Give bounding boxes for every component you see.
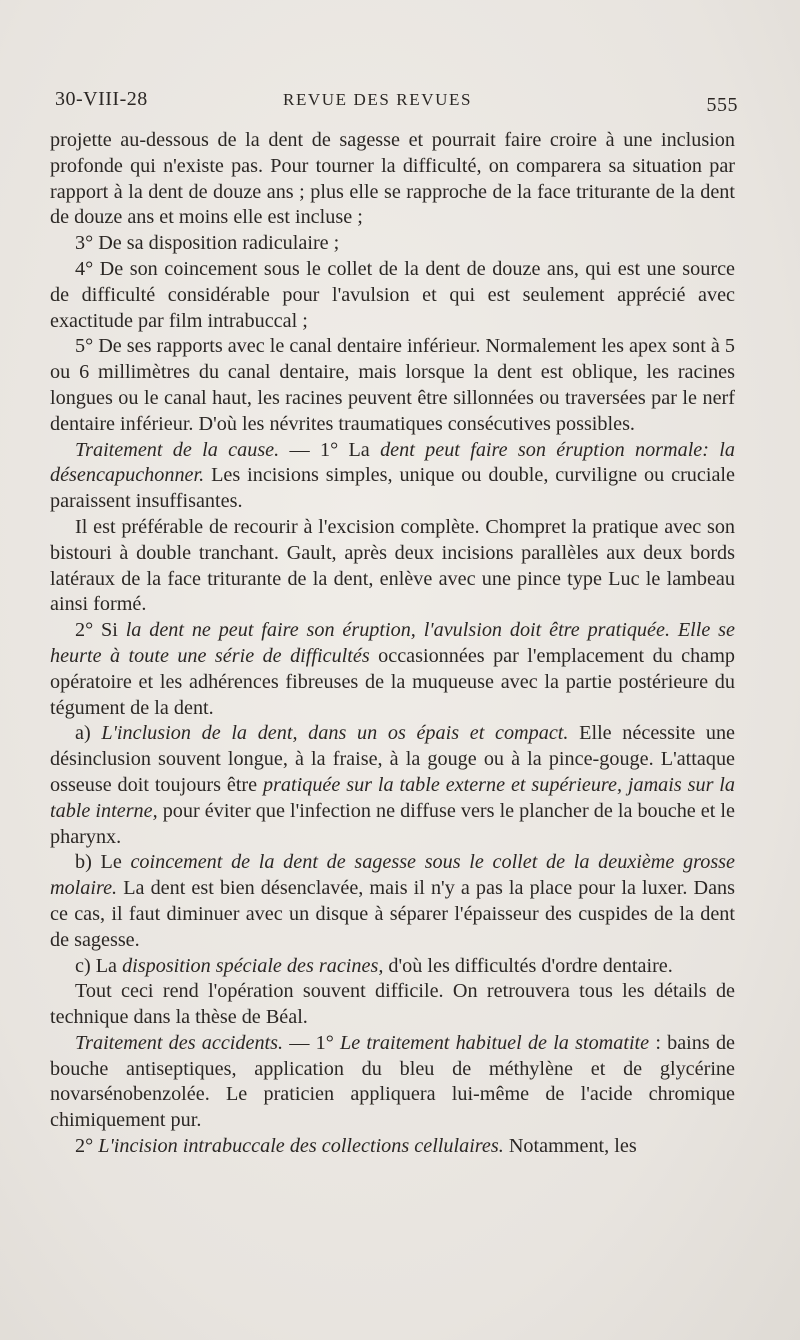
paragraph-excision: Il est préférable de recourir à l'excision complète. Chompret la pratique avec son bistouri à double tranchant. Gault, après deux incisions parallèles aux deux bords latéraux de la face triturante de la dent, enlève avec une pince type Luc le lambeau ainsi formé.	[50, 515, 735, 616]
paragraph-item-4: 4° De son coincement sous le collet de la dent de douze ans, qui est une source de difficulté considérable pour l'avulsion et qui est seulement apprécié avec exactitude par film intrabuccal ;	[50, 257, 735, 332]
paragraph-avulsion: 2° Si la dent ne peut faire son éruption, l'avulsion doit être pratiquée. Elle se heurte à toute une série de difficultés occasionnées par l'emplacement du champ opératoire et les adhérences fibreuses de la muqueuse avec la partie postérieure du tégument de la dent.	[50, 619, 735, 719]
paragraph-item-3: 3° De sa disposition radiculaire ;	[75, 232, 340, 255]
paragraph-item-5: 5° De ses rapports avec le canal dentaire inférieur. Normalement les apex sont à 5 ou 6 millimètres du canal dentaire, mais lorsque la dent est oblique, les racines longues ou le canal haut, les racines peuvent être sillonnées ou traversées par le nerf dentaire inférieur. D'où les névrites traumatiques consécutives possibles.	[50, 335, 735, 435]
page-number: 555	[706, 94, 738, 116]
paragraph-item-c: c) La disposition spéciale des racines, d'où les difficultés d'ordre dentaire.	[75, 954, 673, 977]
paragraph-item-a: a) L'inclusion de la dent, dans un os épais et compact. Elle nécessite une désinclusion souvent longue, à la fraise, à la gouge ou à la pince-gouge. L'attaque osseuse doit toujours être pratiquée sur la table externe et supérieure, jamais sur la table interne, pour éviter que l'infection ne diffuse vers le plancher de la bouche et le pharynx.	[50, 722, 735, 848]
running-header	[55, 88, 738, 118]
header-title: REVUE DES REVUES	[283, 90, 472, 109]
article-body	[50, 128, 735, 1160]
paragraph-summary: Tout ceci rend l'opération souvent difficile. On retrouvera tous les détails de technique dans la thèse de Béal.	[50, 980, 735, 1029]
header-date: 30-VIII-28	[55, 88, 148, 110]
paragraph-continuation: projette au-dessous de la dent de sagesse et pourrait faire croire à une inclusion profonde qui n'existe pas. Pour tourner la difficulté, on comparera sa situation par rapport à la dent de douze ans ; plus elle se rapproche de la face triturante de la dent de douze ans et moins elle est incluse ;	[50, 129, 735, 229]
paragraph-traitement-accidents: Traitement des accidents. — 1° Le traitement habituel de la stomatite : bains de bouche antiseptiques, application du bleu de méthylène et de glycérine novarsénobenzolée. Le praticien appliquera lui-même de l'acide chromique chimiquement pur.	[50, 1031, 735, 1132]
paragraph-incision: 2° L'incision intrabuccale des collections cellulaires. Notamment, les	[75, 1135, 637, 1158]
paragraph-item-b: b) Le coincement de la dent de sagesse sous le collet de la deuxième grosse molaire. La dent est bien désenclavée, mais il n'y a pas la place pour la luxer. Dans ce cas, il faut diminuer avec un disque à séparer l'épaisseur des cuspides de la dent de sagesse.	[50, 851, 735, 951]
paragraph-traitement-cause: Traitement de la cause. — 1° La dent peut faire son éruption normale: la désencapuchonner. Les incisions simples, unique ou double, curviligne ou cruciale paraissent insuffisantes.	[50, 438, 735, 513]
